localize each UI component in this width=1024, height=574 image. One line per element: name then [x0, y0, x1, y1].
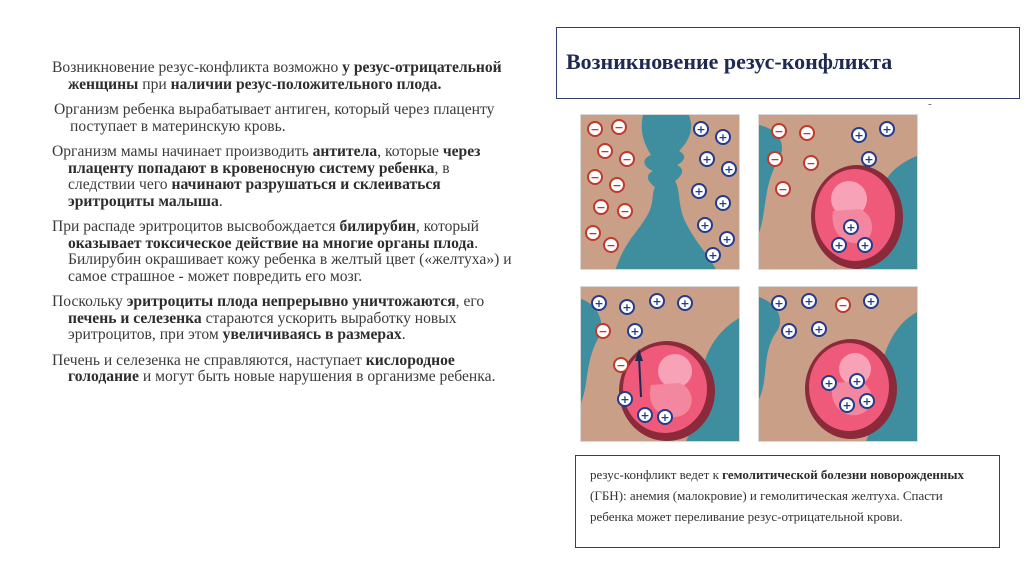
- panel-4-cell-rh-positive-8: [860, 394, 874, 408]
- panel-2-cell-rh-positive-7: [862, 152, 876, 166]
- svg-text:+: +: [846, 221, 856, 234]
- panel-4-cell-rh-positive-5: [812, 322, 826, 336]
- svg-text:−: −: [614, 121, 624, 134]
- panel-1-cell-rh-negative-0: [588, 122, 602, 136]
- panel-2-cell-rh-negative-2: [768, 152, 782, 166]
- panel-1-cell-rh-positive-17: [720, 232, 734, 246]
- paragraph-5-run-1: эритроциты плода непрерывно уничтожаются: [126, 293, 456, 310]
- svg-text:+: +: [718, 131, 728, 144]
- panel-3-cell-rh-positive-5: [628, 324, 642, 338]
- paragraph-3-run-5: начинают разрушаться и склеиваться эритроциты малыша: [68, 176, 441, 210]
- svg-text:+: +: [722, 233, 732, 246]
- paragraph-4-run-0: При распаде эритроцитов высвобождается: [52, 218, 340, 235]
- panel-1-cell-rh-positive-13: [722, 162, 736, 176]
- svg-text:+: +: [842, 399, 852, 412]
- panel-4-cell-rh-positive-3: [864, 294, 878, 308]
- svg-text:−: −: [588, 227, 598, 240]
- svg-text:−: −: [596, 201, 606, 214]
- paragraph-1-run-2: при: [138, 75, 171, 93]
- body-text: [52, 60, 512, 395]
- svg-text:−: −: [616, 359, 626, 372]
- svg-text:+: +: [652, 295, 662, 308]
- panel-3-cell-rh-positive-9: [658, 410, 672, 424]
- paragraph-1-run-3: наличии резус-положительного плода.: [170, 75, 442, 93]
- paragraph-6-run-1: кислородное голодание: [68, 351, 455, 385]
- paragraph-5-run-4: стараются ускорить выработку новых эритроцитов, при этом: [68, 309, 457, 343]
- svg-text:+: +: [784, 325, 794, 338]
- paragraph-5-run-0: Поскольку: [52, 293, 127, 310]
- panel-1-cell-rh-positive-18: [706, 248, 720, 262]
- panel-2-svg: [759, 115, 918, 270]
- paragraph-1-run-0: Возникновение резус-конфликта возможно: [52, 59, 343, 76]
- panel-1-cell-rh-positive-14: [692, 184, 706, 198]
- svg-text:+: +: [700, 219, 710, 232]
- panel-1-cell-rh-positive-15: [716, 196, 730, 210]
- panel-3-cell-rh-positive-8: [638, 408, 652, 422]
- panel-3-cell-rh-positive-0: [592, 296, 606, 310]
- info-box-run-2: (ГБН): анемия (малокровие) и гемолитическая желтуха. Спасти ребенка может переливание резус-отрицательной крови.: [590, 488, 943, 524]
- paragraph-3-run-0: Организм мамы начинает производить: [52, 143, 313, 160]
- paragraph-4-run-1: билирубин: [339, 218, 416, 235]
- panel-4-cell-rh-positive-1: [802, 294, 816, 308]
- panel-1-cell-rh-negative-2: [598, 144, 612, 158]
- paragraph-2: [52, 102, 512, 135]
- svg-text:−: −: [622, 153, 632, 166]
- panel-2-cell-rh-negative-3: [804, 156, 818, 170]
- panel-3-cell-rh-positive-7: [618, 392, 632, 406]
- svg-text:+: +: [862, 395, 872, 408]
- svg-text:+: +: [814, 323, 824, 336]
- panel-4-cell-rh-positive-6: [822, 376, 836, 390]
- panel-4-svg: [759, 287, 918, 442]
- panel-1-cell-rh-positive-12: [700, 152, 714, 166]
- panel-1-cell-rh-positive-16: [698, 218, 712, 232]
- svg-text:−: −: [620, 205, 630, 218]
- paragraph-5-run-5: увеличиваясь в размерах: [222, 326, 402, 343]
- paragraph-4-run-2: , который: [415, 218, 480, 235]
- paragraph-6: [52, 353, 512, 386]
- svg-text:+: +: [708, 249, 718, 262]
- svg-text:−: −: [778, 183, 788, 196]
- svg-text:+: +: [882, 123, 892, 136]
- panel-1-cell-rh-negative-3: [620, 152, 634, 166]
- panel-3-cell-rh-negative-6: [614, 358, 628, 372]
- info-box-run-1: гемолитической болезни новорожденных: [722, 467, 965, 482]
- panel-1-cell-rh-negative-9: [604, 238, 618, 252]
- paragraph-5: [52, 294, 512, 344]
- panel-4-cell-rh-negative-2: [836, 298, 850, 312]
- svg-text:+: +: [774, 297, 784, 310]
- svg-text:−: −: [802, 127, 812, 140]
- panel-1-cell-rh-negative-5: [610, 178, 624, 192]
- panel-2-cell-rh-positive-5: [852, 128, 866, 142]
- paragraph-2-run-0: Организм ребенка вырабатывает антиген, который через плаценту поступает в материнскую кровь.: [54, 101, 495, 135]
- svg-text:−: −: [774, 125, 784, 138]
- svg-text:+: +: [864, 153, 874, 166]
- panel-1-cell-rh-negative-1: [612, 120, 626, 134]
- svg-text:+: +: [694, 185, 704, 198]
- svg-text:+: +: [640, 409, 650, 422]
- panel-1-svg: [581, 115, 740, 270]
- paragraph-6-run-2: и могут быть новые нарушения в организме ребенка.: [138, 368, 496, 385]
- page-title: Возникновение резус-конфликта: [566, 49, 893, 74]
- svg-text:+: +: [854, 129, 864, 142]
- paragraph-1: [52, 60, 512, 93]
- panel-1-cell-rh-negative-6: [594, 200, 608, 214]
- svg-text:+: +: [724, 163, 734, 176]
- panel-1-cell-rh-positive-10: [694, 122, 708, 136]
- illustration-panel-3: [580, 286, 740, 442]
- panel-2-cell-rh-positive-9: [858, 238, 872, 252]
- paragraph-4-run-4: . Билирубин окрашивает кожу ребенка в желтый цвет («желтуха») и самое страшное - может повредить его мозг.: [68, 234, 512, 285]
- paragraph-4-run-3: оказывает токсическое действие на многие органы плода: [68, 234, 475, 252]
- svg-text:+: +: [824, 377, 834, 390]
- stray-dash: -: [928, 98, 932, 110]
- info-box: [575, 455, 1000, 548]
- svg-text:−: −: [838, 299, 848, 312]
- title-box: [556, 27, 1020, 99]
- panel-1-cell-rh-negative-4: [588, 170, 602, 184]
- panel-3-cell-rh-positive-1: [620, 300, 634, 314]
- svg-text:+: +: [718, 197, 728, 210]
- illustration-panel-4: [758, 286, 918, 442]
- panel-3-cell-rh-positive-2: [650, 294, 664, 308]
- svg-text:−: −: [770, 153, 780, 166]
- svg-text:+: +: [702, 153, 712, 166]
- svg-text:−: −: [606, 239, 616, 252]
- info-box-run-0: резус-конфликт ведет к: [590, 467, 723, 482]
- panel-3-svg: [581, 287, 740, 442]
- svg-text:−: −: [806, 157, 816, 170]
- panel-2-cell-rh-positive-10: [844, 220, 858, 234]
- panel-2-cell-rh-positive-8: [832, 238, 846, 252]
- paragraph-5-run-3: печень и селезенка: [68, 309, 202, 327]
- panel-2-cell-rh-positive-6: [880, 122, 894, 136]
- svg-text:+: +: [594, 297, 604, 310]
- svg-text:−: −: [590, 171, 600, 184]
- illustration-panel-2: [758, 114, 918, 270]
- svg-text:−: −: [612, 179, 622, 192]
- panel-3-cell-rh-negative-4: [596, 324, 610, 338]
- panel-2-cell-rh-negative-0: [772, 124, 786, 138]
- panel-2-cell-rh-negative-4: [776, 182, 790, 196]
- svg-text:+: +: [660, 411, 670, 424]
- info-box-text: [590, 467, 964, 524]
- panel-4-cell-rh-positive-9: [850, 374, 864, 388]
- paragraph-5-run-2: , его: [455, 293, 485, 310]
- paragraph-5-run-6: .: [401, 326, 406, 343]
- svg-text:−: −: [598, 325, 608, 338]
- panel-2-cell-rh-negative-1: [800, 126, 814, 140]
- svg-text:+: +: [622, 301, 632, 314]
- paragraph-4: [52, 219, 512, 285]
- illustration-panel-1: [580, 114, 740, 270]
- svg-text:+: +: [804, 295, 814, 308]
- panel-1-cell-rh-negative-8: [586, 226, 600, 240]
- paragraph-6-run-0: Печень и селезенка не справляются, наступает: [52, 351, 366, 369]
- panel-1-cell-rh-positive-11: [716, 130, 730, 144]
- panel-1-cell-rh-negative-7: [618, 204, 632, 218]
- paragraph-1-run-1: у резус-отрицательной женщины: [68, 59, 502, 93]
- paragraph-3-run-4: , в следствии чего: [68, 159, 450, 193]
- svg-text:+: +: [696, 123, 706, 136]
- svg-text:+: +: [620, 393, 630, 406]
- panel-4-cell-rh-positive-0: [772, 296, 786, 310]
- svg-text:+: +: [630, 325, 640, 338]
- paragraph-3-run-2: , которые: [377, 143, 443, 160]
- panel-3-cell-rh-positive-3: [678, 296, 692, 310]
- panel-4-cell-rh-positive-4: [782, 324, 796, 338]
- paragraph-3-run-1: антитела: [312, 143, 378, 160]
- svg-text:+: +: [680, 297, 690, 310]
- panel-4-cell-rh-positive-7: [840, 398, 854, 412]
- paragraph-3: [52, 144, 512, 210]
- svg-text:+: +: [866, 295, 876, 308]
- svg-text:+: +: [852, 375, 862, 388]
- paragraph-3-run-6: .: [218, 192, 223, 210]
- svg-text:−: −: [600, 145, 610, 158]
- paragraph-3-run-3: через плаценту попадают в кровеносную систему ребенка: [68, 143, 481, 177]
- svg-text:+: +: [860, 239, 870, 252]
- svg-text:+: +: [834, 239, 844, 252]
- svg-text:−: −: [590, 123, 600, 136]
